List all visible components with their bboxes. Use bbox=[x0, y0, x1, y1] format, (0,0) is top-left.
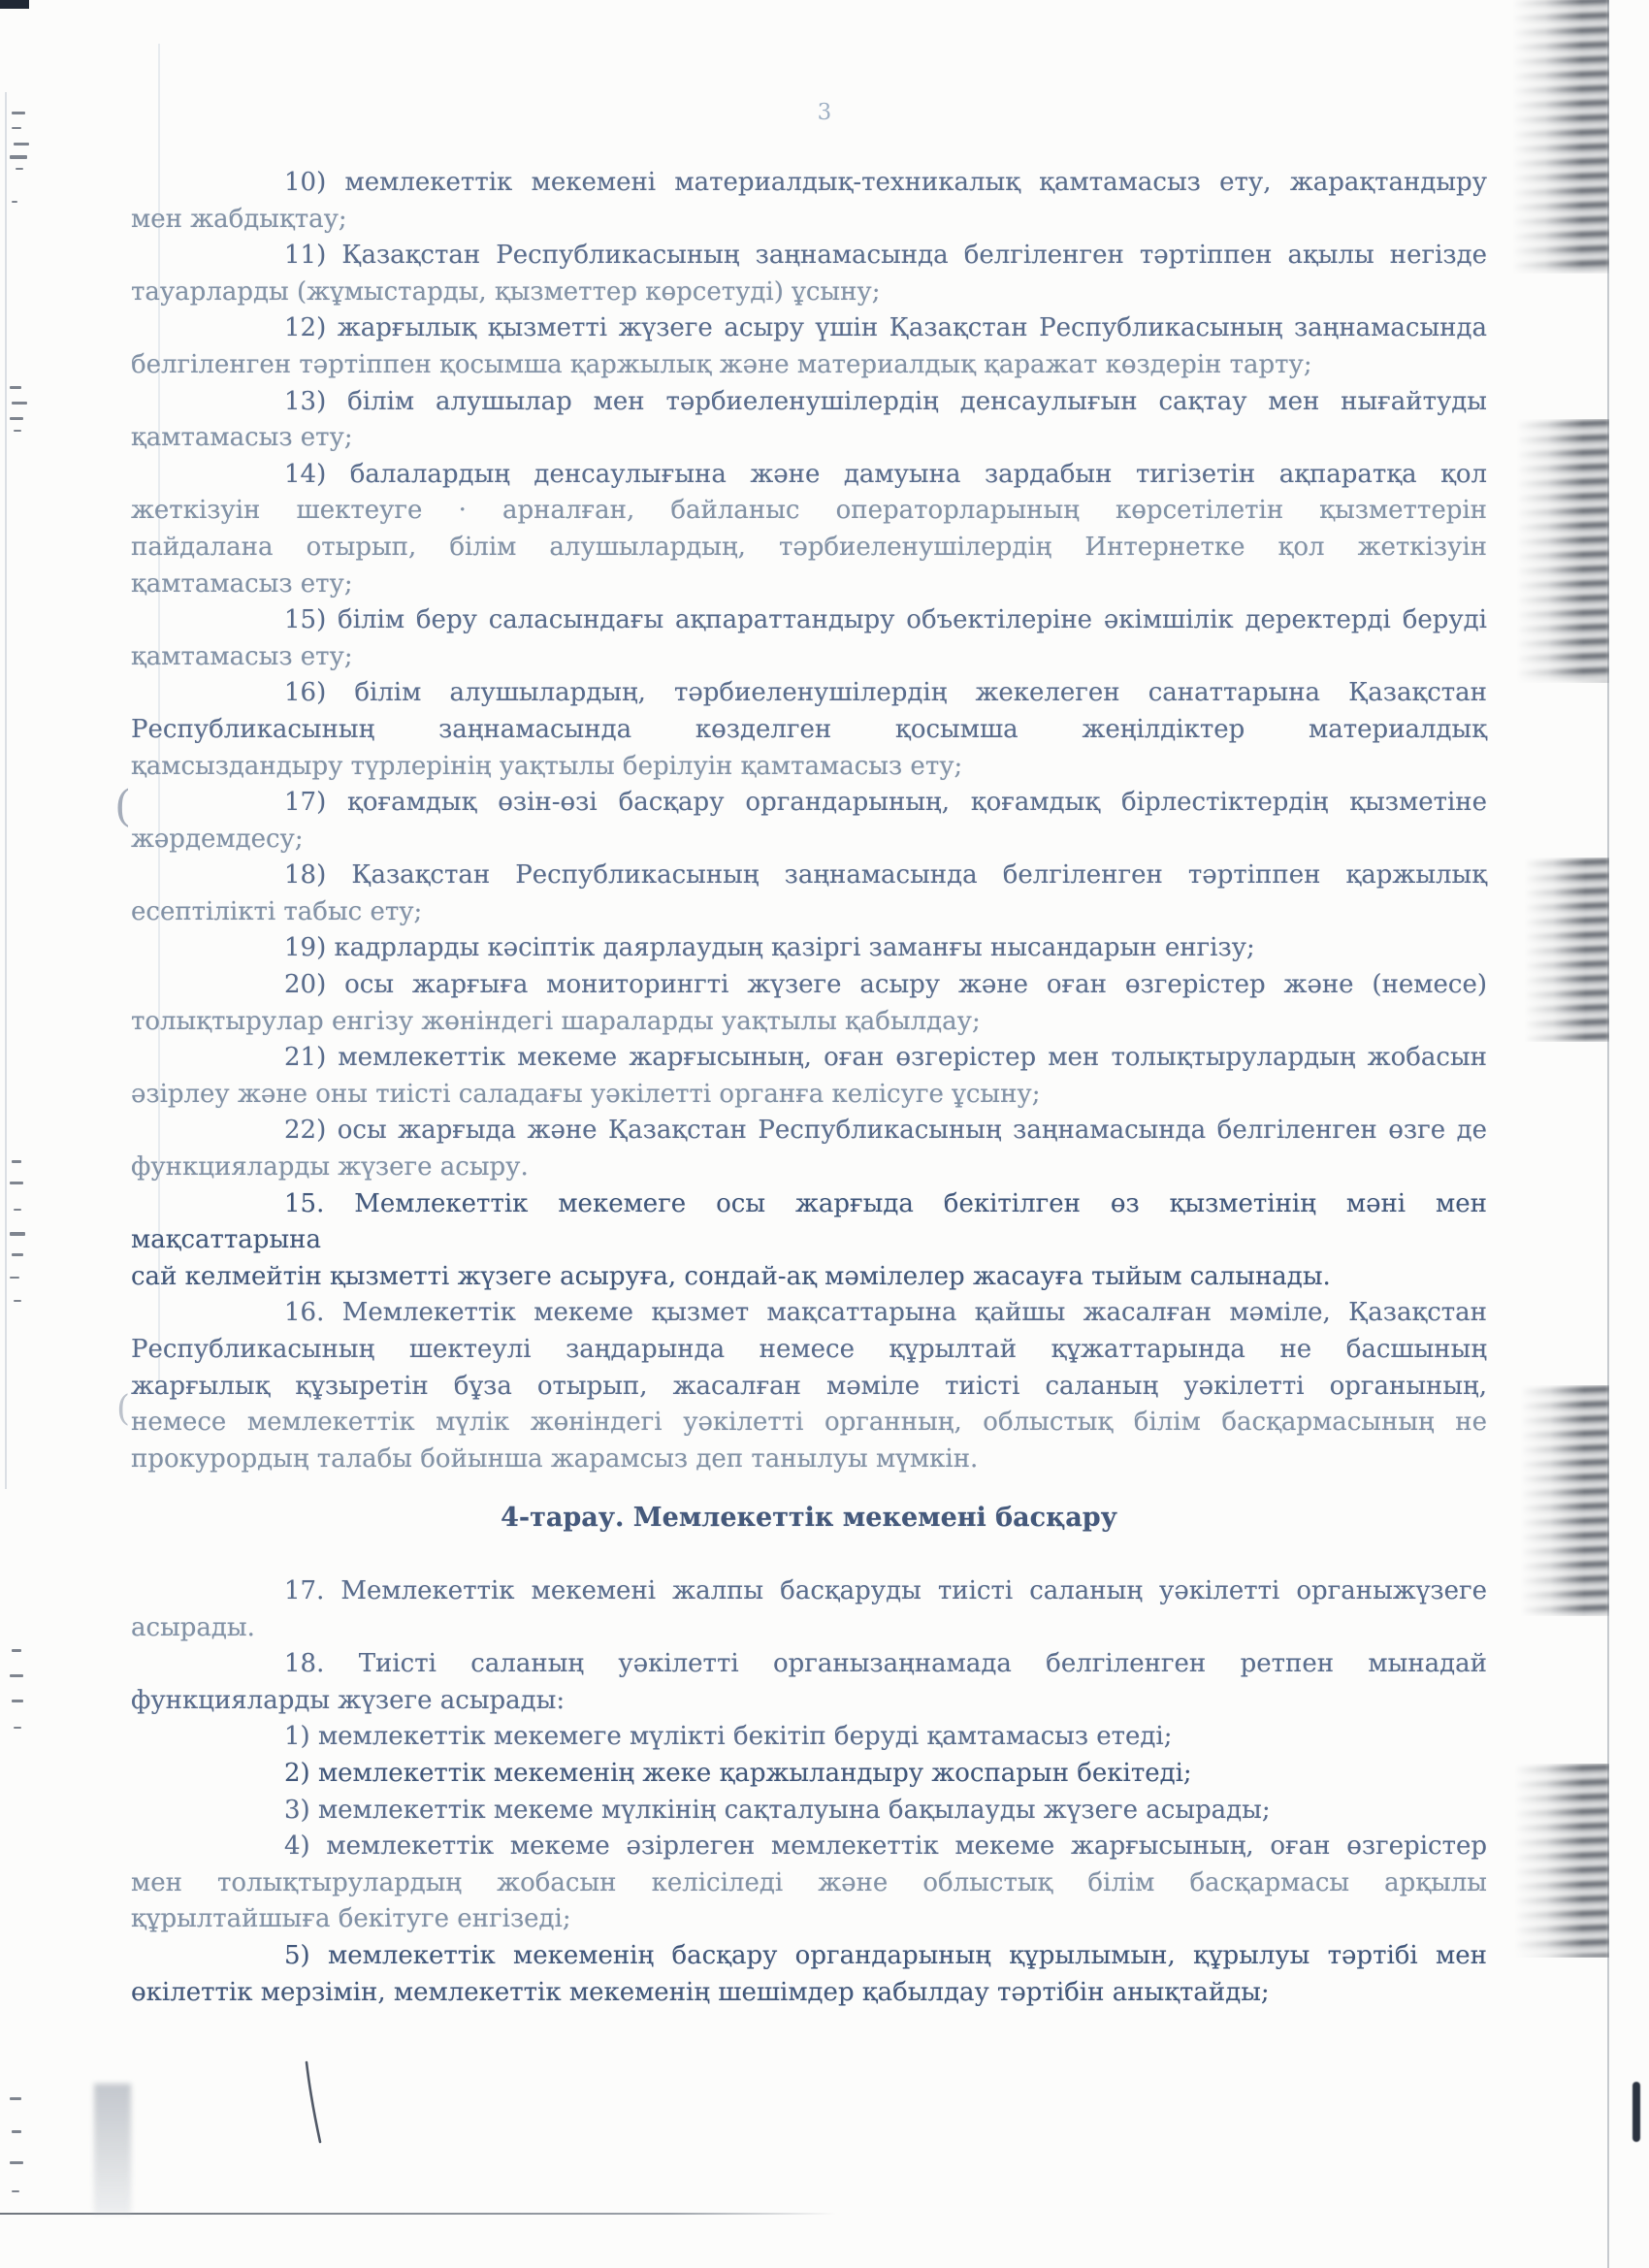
text-line: Республикасының шектеулі заңдарында немесе құрылтай құжаттарында не басшының bbox=[131, 1335, 1487, 1364]
margin-tick bbox=[12, 2190, 19, 2192]
chapter-heading: 4-тарау. Мемлекеттік мекемені басқару bbox=[501, 1503, 1117, 1533]
text-line: жарғылық құзыретін бұза отырып, жасалған мәміле тиісті саланың уәкілетті органының, bbox=[131, 1371, 1487, 1401]
margin-tick bbox=[16, 168, 23, 170]
text-line: немесе мемлекеттік мүлік жөніндегі уәкілетті органның, облыстық білім басқармасының не bbox=[131, 1408, 1487, 1438]
text-line: белгіленген тәртіппен қосымша қаржылық және материалдық қаражат көздерін тарту; bbox=[131, 349, 1312, 379]
text-line: жеткізуін шектеуге · арналған, байланыс операторларының көрсетілетін қызметтерін bbox=[131, 496, 1487, 526]
text-line: толықтырулар енгізу жөніндегі шараларды уақтылы қабылдау; bbox=[131, 1006, 981, 1036]
text-line: тауарларды (жұмыстарды, қызметтер көрсетуді) ұсыну; bbox=[131, 276, 881, 307]
text-line: 17. Мемлекеттік мекемені жалпы басқаруды тиісті саланың уәкілетті органыжүзеге bbox=[284, 1576, 1487, 1605]
text-line: функцияларды жүзеге асырады: bbox=[131, 1685, 566, 1715]
scan-gray-streak bbox=[94, 2084, 131, 2214]
text-line: функцияларды жүзеге асыру. bbox=[131, 1152, 529, 1183]
text-line: әзірлеу және оны тиісті саладағы уәкілетті органға келісуге ұсыну; bbox=[131, 1079, 1041, 1109]
body-text-block-1 bbox=[131, 165, 1487, 1477]
text-line: қамтамасыз ету; bbox=[131, 568, 353, 599]
scan-smudge bbox=[1516, 419, 1609, 683]
text-line: 15. Мемлекеттік мекемеге осы жарғыда бекітілген өз қызметінің мәні мен мақсаттарына bbox=[131, 1188, 1487, 1255]
scan-left-edge-line bbox=[5, 92, 7, 1489]
scan-right-dash bbox=[1633, 2082, 1640, 2142]
text-line: есептілікті табыс ету; bbox=[131, 896, 423, 926]
margin-tick bbox=[12, 201, 17, 203]
stray-paren-mark: ( bbox=[116, 1389, 131, 1429]
margin-tick bbox=[10, 417, 23, 420]
text-line: қамтамасыз ету; bbox=[131, 641, 353, 671]
text-line: 22) осы жарғыда және Қазақстан Республикасының заңнамасында белгіленген өзге де bbox=[284, 1116, 1487, 1146]
text-line: 17) қоғамдық өзін-өзі басқару органдарының, қоғамдық бірлестіктердің қызметіне bbox=[284, 788, 1487, 818]
margin-tick bbox=[12, 1700, 23, 1702]
text-line: пайдалана отырып, білім алушылардың, тәрбиеленушілердің Интернетке қол жеткізуін bbox=[131, 532, 1487, 562]
text-line: 20) осы жарғыға мониторингті жүзеге асыру және оған өзгерістер және (немесе) bbox=[284, 970, 1487, 1000]
margin-tick bbox=[14, 430, 21, 432]
text-line: 12) жарғылық қызметті жүзеге асыру үшін Қазақстан Республикасының заңнамасында bbox=[284, 313, 1487, 343]
scan-smudge bbox=[1520, 1385, 1609, 1616]
scan-smudge bbox=[1512, 0, 1609, 274]
scan-smudge bbox=[1524, 858, 1609, 1042]
text-line: 11) Қазақстан Республикасының заңнамасында белгіленген тәртіппен ақылы негізде bbox=[284, 241, 1487, 271]
text-line: мен толықтырулардың жобасын келісіледі және облыстық білім басқармасы арқылы bbox=[131, 1867, 1487, 1897]
text-line: 4) мемлекеттік мекеме әзірлеген мемлекеттік мекеме жарғысының, оған өзгерістер bbox=[284, 1831, 1487, 1862]
margin-tick bbox=[14, 1300, 21, 1302]
stray-paren-mark: ( bbox=[114, 782, 132, 831]
margin-tick bbox=[10, 1182, 23, 1184]
text-line: 14) балалардың денсаулығына және дамуына зардабын тигізетін ақпаратқа қол bbox=[284, 459, 1487, 489]
text-line: 3) мемлекеттік мекеме мүлкінің сақталуына бақылауды жүзеге асырады; bbox=[284, 1795, 1271, 1825]
text-line: 18) Қазақстан Республикасының заңнамасында белгіленген тәртіппен қаржылық bbox=[284, 860, 1487, 891]
text-line: 16. Мемлекеттік мекеме қызмет мақсаттарына қайшы жасалған мәміле, Қазақстан bbox=[284, 1298, 1487, 1328]
text-line: мен жабдықтау; bbox=[131, 204, 347, 234]
margin-tick bbox=[12, 1253, 23, 1256]
text-line: 21) мемлекеттік мекеме жарғысының, оған өзгерістер мен толықтырулардың жобасын bbox=[284, 1043, 1487, 1073]
text-line: қамтамасыз ету; bbox=[131, 423, 353, 453]
text-line: асырады. bbox=[131, 1612, 255, 1642]
margin-tick bbox=[12, 2130, 21, 2133]
margin-tick bbox=[10, 1277, 19, 1279]
margin-tick bbox=[10, 1232, 25, 1236]
text-line: 10) мемлекеттік мекемені материалдық-техникалық қамтамасыз ету, жарақтандыру bbox=[284, 168, 1487, 197]
text-line: прокурордың талабы бойынша жарамсыз деп танылуы мүмкін. bbox=[131, 1443, 979, 1474]
body-text-block-2 bbox=[131, 1573, 1487, 2011]
margin-tick bbox=[10, 2097, 21, 2100]
text-line: Республикасының заңнамасында көзделген қосымша жеңілдіктер материалдық bbox=[131, 714, 1487, 744]
pen-stroke-mark bbox=[297, 2058, 336, 2148]
text-line: 15) білім беру саласындағы ақпараттандыру объектілеріне әкімшілік деректерді беруді bbox=[284, 605, 1487, 635]
text-line: қамсыздандыру түрлерінің уақтылы берілуін қамтамасыз ету; bbox=[131, 751, 963, 781]
text-line: 2) мемлекеттік мекеменің жеке қаржыландыру жоспарын бекітеді; bbox=[284, 1758, 1192, 1788]
text-line: сай келмейтін қызметті жүзеге асыруға, сондай-ақ мәмілелер жасауға тыйым салынады. bbox=[131, 1261, 1331, 1291]
text-line: 19) кадрларды кәсіптік даярлаудың қазіргі заманғы нысандарын енгізу; bbox=[284, 933, 1255, 963]
margin-tick bbox=[14, 143, 29, 146]
text-line: 13) білім алушылар мен тәрбиеленушілердің денсаулығын сақтау мен нығайтуды bbox=[284, 386, 1487, 416]
text-line: 16) білім алушылардың, тәрбиеленушілердің жекелеген санаттарына Қазақстан bbox=[284, 678, 1487, 708]
text-line: 1) мемлекеттік мекемеге мүлікті бекітіп беруді қамтамасыз етеді; bbox=[284, 1722, 1173, 1752]
scan-smudge bbox=[1514, 1764, 1609, 1958]
text-line: жәрдемдесу; bbox=[131, 824, 304, 854]
text-line: 5) мемлекеттік мекеменің басқару органдарының құрылымын, құрылуы тәртібі мен bbox=[284, 1940, 1487, 1970]
margin-tick bbox=[12, 402, 27, 405]
scan-corner-mark bbox=[0, 0, 29, 9]
text-line: құрылтайшыға бекітуге енгізеді; bbox=[131, 1904, 571, 1934]
margin-tick bbox=[14, 1727, 21, 1729]
margin-tick bbox=[12, 1649, 21, 1652]
margin-tick bbox=[10, 2161, 23, 2164]
margin-tick bbox=[14, 1209, 21, 1211]
margin-tick bbox=[12, 127, 21, 129]
text-line: өкілеттік мерзімін, мемлекеттік мекеменің шешімдер қабылдау тәртібін анықтайды; bbox=[131, 1977, 1270, 2007]
margin-tick bbox=[12, 1160, 21, 1163]
page-number: 3 bbox=[817, 100, 832, 125]
margin-tick bbox=[10, 386, 21, 389]
text-line: 18. Тиісті саланың уәкілетті органызаңнамада белгіленген ретпен мынадай bbox=[284, 1649, 1487, 1679]
margin-tick bbox=[10, 155, 27, 159]
margin-tick bbox=[10, 1674, 23, 1677]
